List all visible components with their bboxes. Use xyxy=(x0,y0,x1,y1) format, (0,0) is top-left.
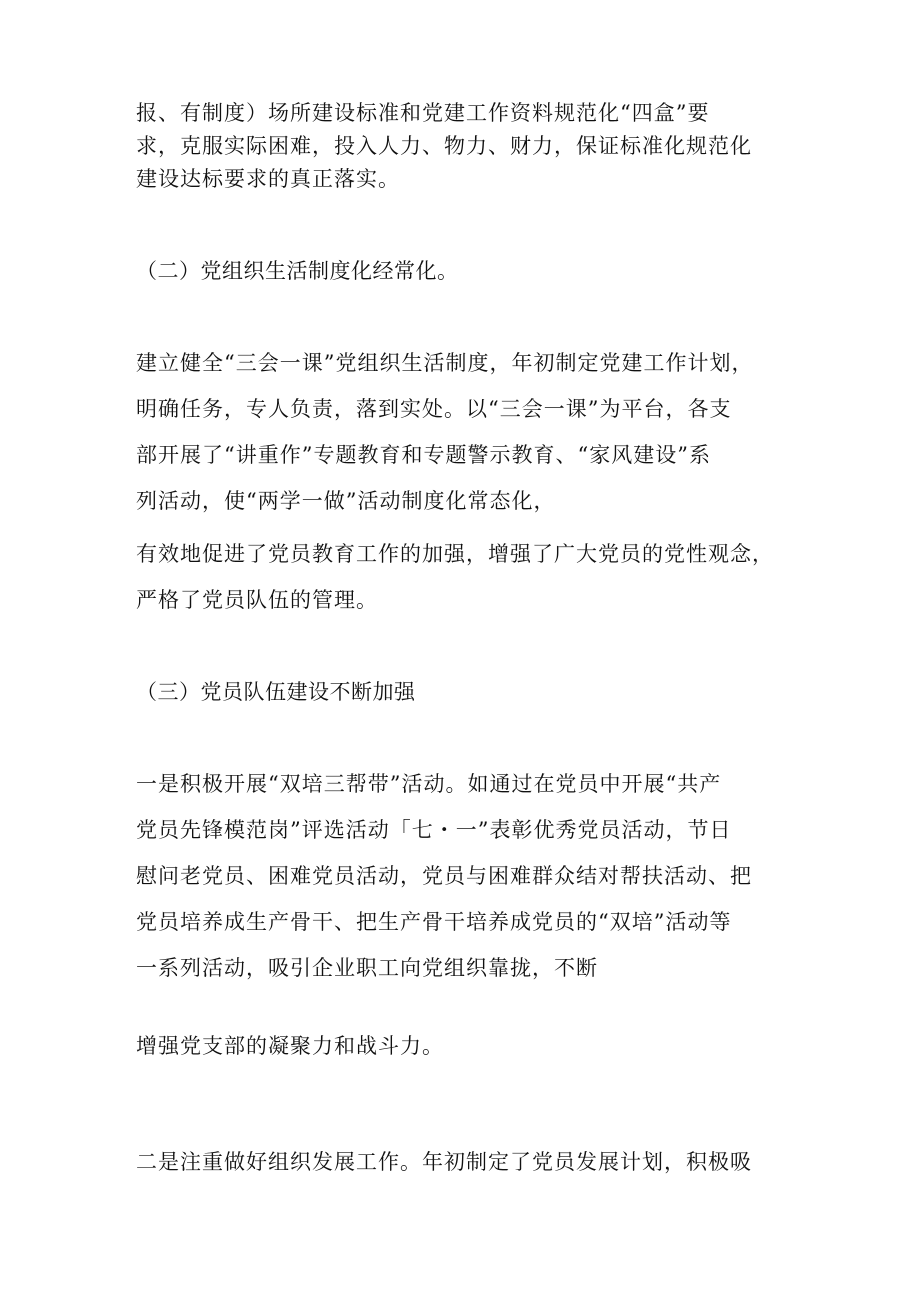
paragraph-line: 一系列活动，吸引企业职工向党组织靠拢，不断 xyxy=(136,956,598,980)
paragraph-line: 党员先锋模范岗”评选活动「七・一”表彰优秀党员活动，节日 xyxy=(136,818,732,842)
paragraph-line: 严格了党员队伍的管理。 xyxy=(136,588,378,612)
section-heading-2: （二）党组织生活制度化经常化。 xyxy=(136,259,459,283)
paragraph-line: 一是积极开展“双培三帮带”活动。如通过在党员中开展“共产 xyxy=(136,772,722,796)
paragraph-line: 报、有制度）场所建设标准和党建工作资料规范化“四盒”要 xyxy=(136,101,710,125)
paragraph-line: 二是注重做好组织发展工作。年初制定了党员发展计划，积极吸 xyxy=(136,1150,752,1174)
paragraph-line: 党员培养成生产骨干、把生产骨干培养成党员的“双培”活动等 xyxy=(136,910,732,934)
paragraph-line: 部开展了“讲重作”专题教育和专题警示教育、“家风建设”系 xyxy=(136,443,711,467)
paragraph-line: 慰问老党员、困难党员活动，党员与困难群众结对帮扶活动、把 xyxy=(136,864,752,888)
paragraph-line: 建设达标要求的真正落实。 xyxy=(136,167,400,191)
paragraph-line: 建立健全“三会一课”党组织生活制度，年初制定党建工作计划， xyxy=(136,351,754,375)
paragraph-line: 列活动，使“两学一做”活动制度化常态化， xyxy=(136,489,556,513)
paragraph-line: 有效地促进了党员教育工作的加强，增强了广大党员的党性观念， xyxy=(136,542,774,566)
paragraph-line: 求，克服实际困难，投入人力、物力、财力，保证标准化规范化 xyxy=(136,134,752,158)
paragraph-line: 明确任务，专人负责，落到实处。以“三会一课”为平台，各支 xyxy=(136,397,732,421)
section-heading-3: （三）党员队伍建设不断加强 xyxy=(136,680,416,704)
paragraph-line: 增强党支部的凝聚力和战斗力。 xyxy=(136,1034,444,1058)
